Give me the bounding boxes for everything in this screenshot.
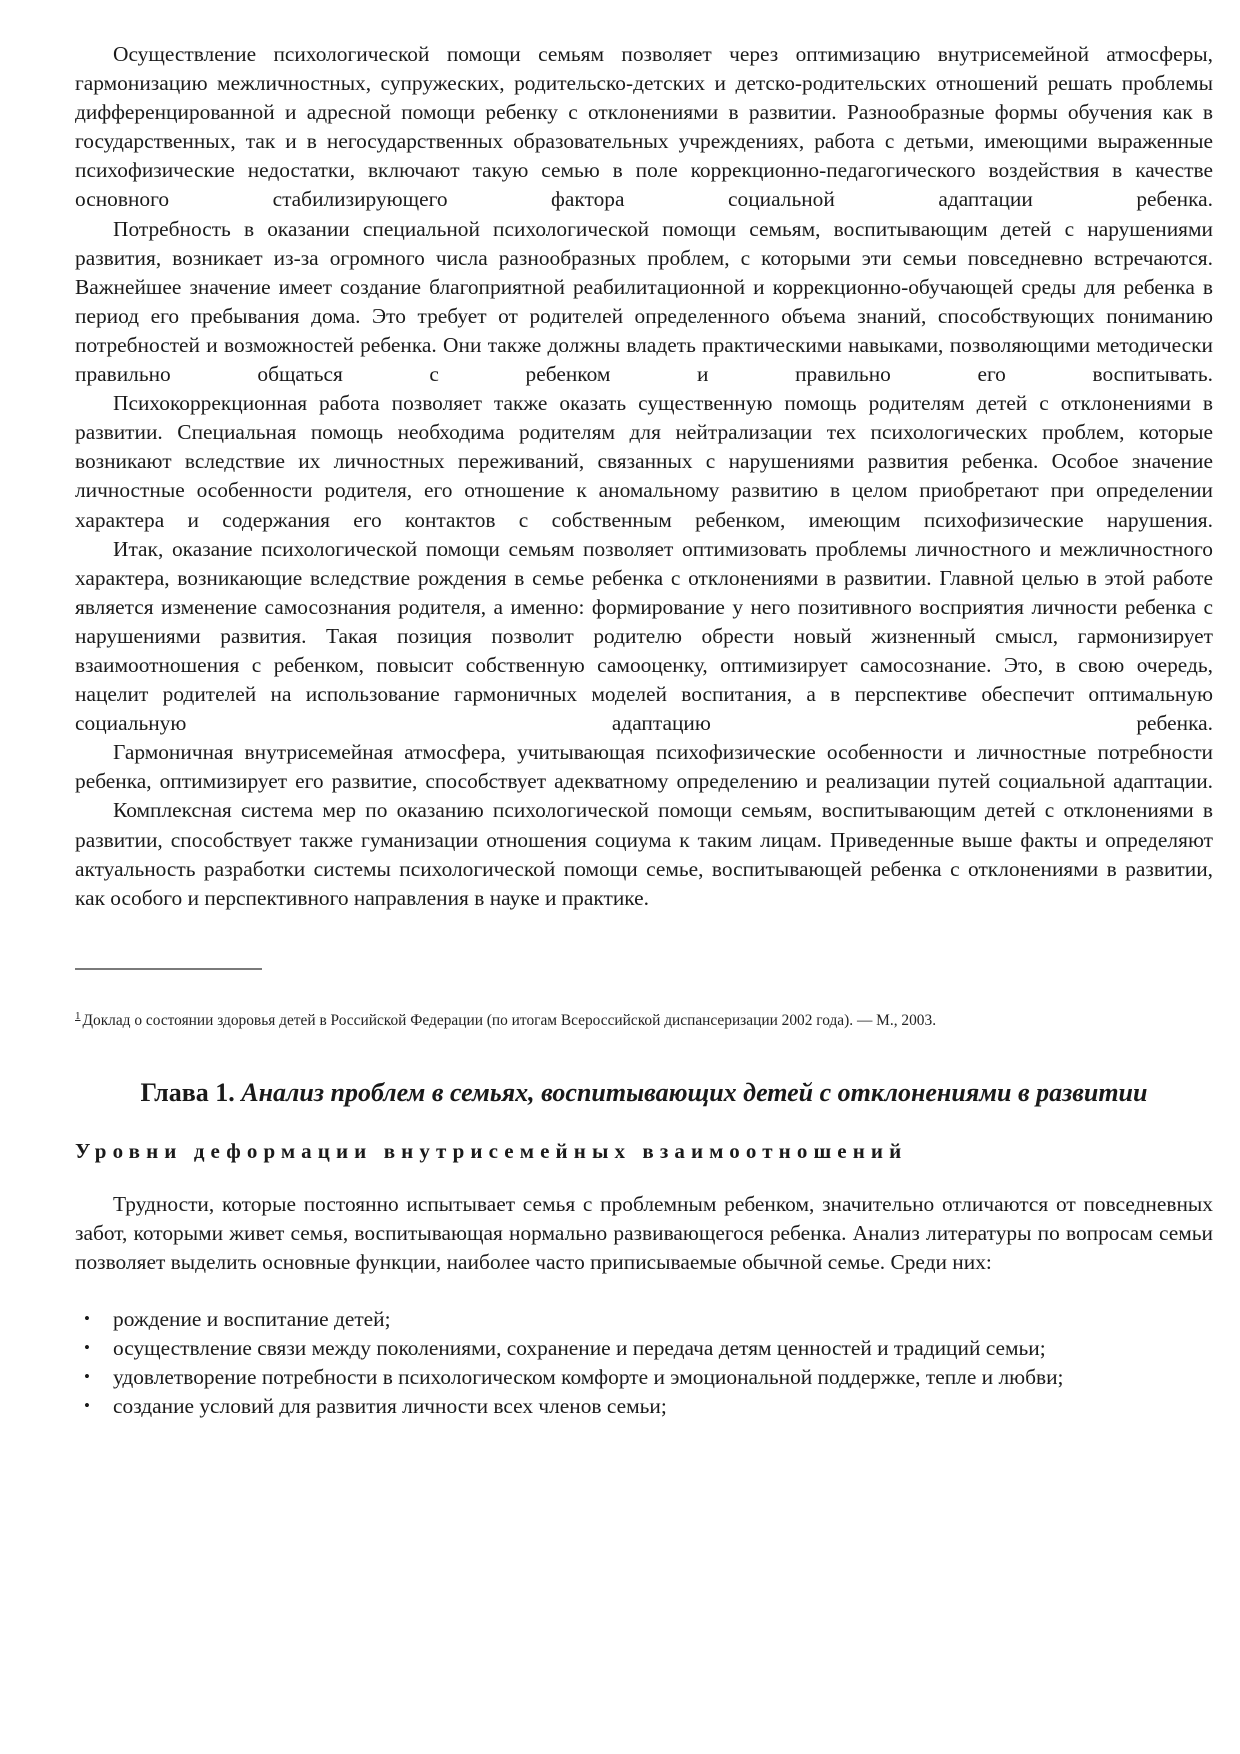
footnote-separator xyxy=(75,968,262,970)
body-paragraph-4: Итак, оказание психологической помощи семьям позволяет оптимизовать проблемы личностного и межличностного характера, возникающие вследствие рождения в семье ребенка с отклонениями в развитии. Главной целью в этой работе является изменение самосознания родителя, а именно: формирование у него позитивного восприятия личности ребенка с нарушениями развития. Такая позиция позволит родителю обрести новый жизненный смысл, гармонизирует взаимоотношения с ребенком, повысит собственную самооценку, оптимизирует самосознание. Это, в свою очередь, нацелит родителей на использование гармоничных моделей воспитания, а в перспективе обеспечит оптимальную социальную адаптацию ребенка. xyxy=(75,536,1213,736)
body-paragraph-5: Гармоничная внутрисемейная атмосфера, учитывающая психофизические особенности и личностные потребности ребенка, оптимизирует его развитие, способствует адекватному определению и реализации путей социальной адаптации. xyxy=(75,740,1213,794)
section-heading: Уровни деформации внутрисемейных взаимоотношений xyxy=(75,1138,908,1163)
chapter-title: Анализ проблем в семьях, воспитывающих детей с отклонениями в развитии xyxy=(241,1077,1148,1107)
body-paragraph-6: Комплексная система мер по оказанию психологической помощи семьям, воспитывающим детей с отклонениями в развитии, способствует также гуманизации отношения социума к таким лицам. Приведенные выше факты и определяют актуальность разработки системы психологической помощи семье, воспитывающей ребенка с отклонениями в развитии, как особого и перспективного направления в науке и практике. xyxy=(75,798,1213,910)
function-list xyxy=(75,1305,1213,1420)
list-item-text: осуществление связи между поколениями, сохранение и передача детям ценностей и традиций семьи; xyxy=(113,1336,1046,1361)
bullet-icon: • xyxy=(84,1395,90,1415)
list-item xyxy=(75,1363,1213,1392)
list-item xyxy=(75,1334,1213,1363)
list-item-text: рождение и воспитание детей; xyxy=(113,1307,391,1332)
list-item-text: создание условий для развития личности всех членов семьи; xyxy=(113,1393,667,1418)
footnote-mark-link[interactable]: 1 xyxy=(75,1009,81,1022)
list-item xyxy=(75,1305,1213,1334)
list-item xyxy=(75,1392,1213,1421)
chapter-heading xyxy=(75,1077,1213,1109)
document-page xyxy=(75,40,1213,1420)
body-paragraph-3: Психокоррекционная работа позволяет также оказать существенную помощь родителям детей с отклонениями в развитии. Специальная помощь необходима родителям для нейтрализации тех психологических проблем, которые возникают вследствие их личностных переживаний, связанных с нарушениями развития ребенка. Особое значение личностные особенности родителя, его отношение к аномальному развитию в целом приобретают при определении характера и содержания его контактов с собственным ребенком, имеющим психофизические нарушения. xyxy=(75,391,1213,532)
body-paragraph-2: Потребность в оказании специальной психологической помощи семьям, воспитывающим детей с нарушениями развития, возникает из-за огромного числа разнообразных проблем, с которыми эти семьи повседневно встречаются. Важнейшее значение имеет создание благоприятной реабилитационной и коррекционно-обучающей среды для ребенка в период его пребывания дома. Это требует от родителей определенного объема знаний, способствующих пониманию потребностей и возможностей ребенка. Они также должны владеть практическими навыками, позволяющими методически правильно общаться с ребенком и правильно его воспитывать. xyxy=(75,216,1213,387)
section-intro-paragraph: Трудности, которые постоянно испытывает семья с проблемным ребенком, значительно отличаются от повседневных забот, которыми живет семья, воспитывающая нормально развивающегося ребенка. Анализ литературы по вопросам семьи позволяет выделить основные функции, наиболее часто приписываемые обычной семье. Среди них: xyxy=(75,1191,1213,1275)
footnote xyxy=(75,1006,1213,1031)
footnote-text: Доклад о состоянии здоровья детей в Российской Федерации (по итогам Всероссийской диспансеризации 2002 года). — М., 2003. xyxy=(82,1011,937,1029)
list-item-text: удовлетворение потребности в психологическом комфорте и эмоциональной поддержке, тепле и любви; xyxy=(113,1364,1064,1389)
chapter-label: Глава 1. xyxy=(140,1077,235,1107)
bullet-icon: • xyxy=(84,1338,90,1358)
bullet-icon: • xyxy=(84,1309,90,1329)
body-paragraph-1: Осуществление психологической помощи семьям позволяет через оптимизацию внутрисемейной атмосферы, гармонизацию межличностных, супружеских, родительско-детских и детско-родительских отношений решать проблемы дифференцированной и адресной помощи ребенку с отклонениями в развитии. Разнообразные формы обучения как в государственных, так и в негосударственных образовательных учреждениях, работа с детьми, имеющими выраженные психофизические недостатки, включают такую семью в поле коррекционно-педагогического воздействия в качестве основного стабилизирующего фактора социальной адаптации ребенка. xyxy=(75,42,1213,212)
bullet-icon: • xyxy=(84,1366,90,1386)
